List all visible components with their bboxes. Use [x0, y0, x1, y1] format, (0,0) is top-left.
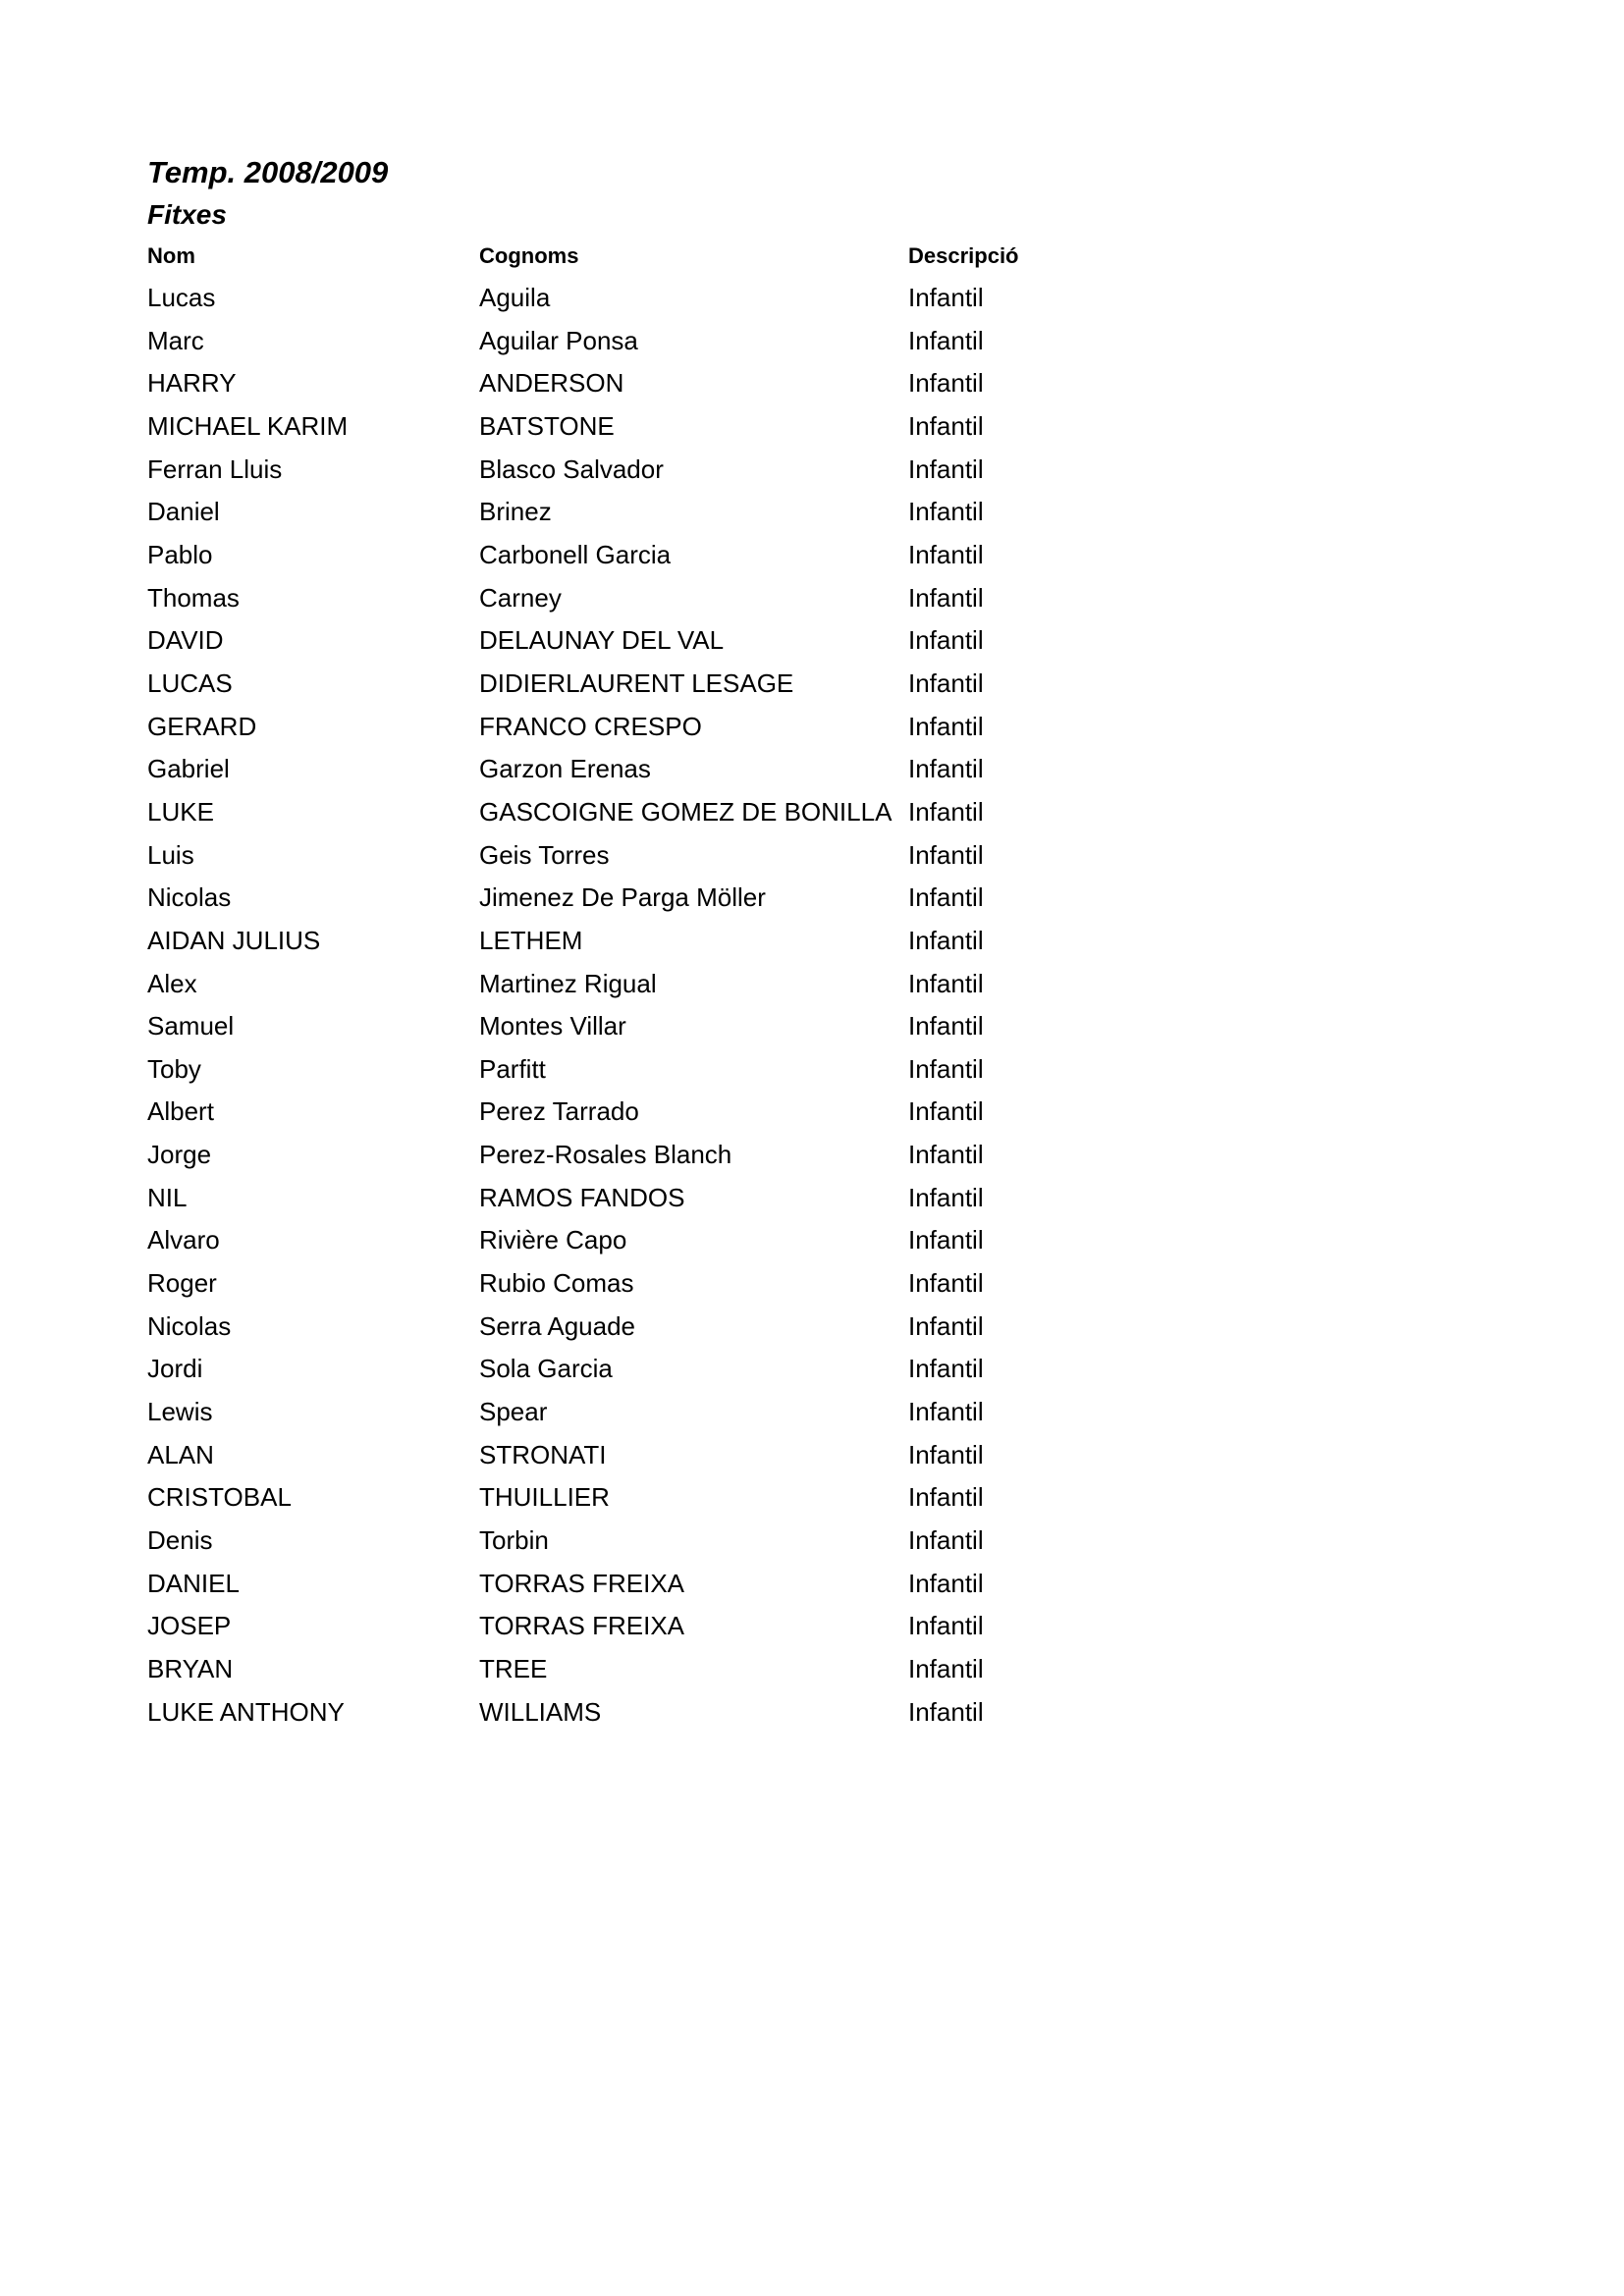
cell-descripcio: Infantil — [908, 1053, 984, 1084]
table-row — [147, 1563, 1565, 1606]
cell-descripcio: Infantil — [908, 1654, 984, 1683]
cell-nom: Albert — [147, 1096, 214, 1127]
cell-descripcio: Infantil — [908, 497, 984, 527]
cell-nom: Toby — [147, 1053, 201, 1084]
cell-descripcio: Infantil — [908, 368, 984, 399]
table-row — [147, 1476, 1565, 1520]
cell-descripcio: Infantil — [908, 1568, 984, 1598]
cell-cognoms: Garzon Erenas — [479, 754, 651, 784]
cell-descripcio: Infantil — [908, 1225, 984, 1255]
table-row — [147, 877, 1565, 920]
cell-nom: Lucas — [147, 283, 216, 312]
cell-cognoms: RAMOS FANDOS — [479, 1182, 685, 1212]
table-row — [147, 1177, 1565, 1220]
table-row — [147, 320, 1565, 363]
cell-nom: Jorge — [147, 1140, 212, 1170]
cell-nom: LUCAS — [147, 667, 233, 698]
cell-nom: Denis — [147, 1525, 213, 1556]
table-row — [147, 534, 1565, 577]
cell-cognoms: Jimenez De Parga Möller — [479, 882, 766, 913]
cell-cognoms: Rivière Capo — [479, 1225, 627, 1255]
cell-cognoms: Carbonell Garcia — [479, 539, 672, 569]
table-row — [147, 405, 1565, 449]
table-row — [147, 491, 1565, 534]
cell-descripcio: Infantil — [908, 925, 984, 955]
cell-nom: AIDAN JULIUS — [147, 925, 321, 955]
cell-nom: Pablo — [147, 539, 213, 569]
table-body — [147, 277, 1565, 1734]
cell-descripcio: Infantil — [908, 410, 984, 441]
cell-descripcio: Infantil — [908, 1397, 984, 1427]
cell-nom: DAVID — [147, 625, 224, 656]
cell-cognoms: Rubio Comas — [479, 1268, 634, 1299]
cell-descripcio: Infantil — [908, 1611, 984, 1641]
cell-cognoms: TREE — [479, 1654, 548, 1683]
cell-nom: LUKE — [147, 796, 214, 827]
cell-nom: DANIEL — [147, 1568, 240, 1598]
cell-descripcio: Infantil — [908, 325, 984, 355]
cell-cognoms: Aguilar Ponsa — [479, 325, 638, 355]
cell-nom: LUKE ANTHONY — [147, 1696, 345, 1727]
cell-descripcio: Infantil — [908, 796, 984, 827]
table-row — [147, 791, 1565, 834]
cell-descripcio: Infantil — [908, 1096, 984, 1127]
table-row — [147, 449, 1565, 492]
cell-nom: JOSEP — [147, 1611, 232, 1641]
cell-descripcio: Infantil — [908, 454, 984, 484]
table-header-row — [147, 236, 1565, 277]
cell-cognoms: Blasco Salvador — [479, 454, 664, 484]
table-row — [147, 1648, 1565, 1691]
table-row — [147, 619, 1565, 663]
cell-nom: CRISTOBAL — [147, 1482, 292, 1513]
cell-descripcio: Infantil — [908, 1696, 984, 1727]
cell-cognoms: Geis Torres — [479, 839, 610, 870]
cell-nom: NIL — [147, 1182, 188, 1212]
table-row — [147, 663, 1565, 706]
table-row — [147, 577, 1565, 620]
cell-cognoms: DELAUNAY DEL VAL — [479, 625, 725, 656]
cell-descripcio: Infantil — [908, 711, 984, 741]
cell-nom: Alex — [147, 968, 197, 998]
cell-descripcio: Infantil — [908, 1310, 984, 1341]
cell-cognoms: STRONATI — [479, 1439, 607, 1469]
cell-cognoms: Aguila — [479, 283, 551, 312]
column-header-cognoms: Cognoms — [479, 243, 579, 268]
cell-descripcio: Infantil — [908, 539, 984, 569]
cell-descripcio: Infantil — [908, 1439, 984, 1469]
table-row — [147, 1348, 1565, 1391]
table-row — [147, 1434, 1565, 1477]
cell-cognoms: Carney — [479, 582, 562, 613]
table-row — [147, 1048, 1565, 1092]
cell-descripcio: Infantil — [908, 1354, 984, 1384]
cell-nom: Samuel — [147, 1011, 235, 1041]
cell-cognoms: DIDIERLAURENT LESAGE — [479, 667, 794, 698]
cell-cognoms: Torbin — [479, 1525, 549, 1556]
table-row — [147, 963, 1565, 1006]
cell-cognoms: Perez Tarrado — [479, 1096, 639, 1127]
table-row — [147, 1262, 1565, 1306]
cell-nom: Alvaro — [147, 1225, 220, 1255]
table-row — [147, 1091, 1565, 1134]
table-row — [147, 1134, 1565, 1177]
cell-cognoms: TORRAS FREIXA — [479, 1568, 685, 1598]
cell-descripcio: Infantil — [908, 968, 984, 998]
cell-nom: Jordi — [147, 1354, 203, 1384]
cell-cognoms: BATSTONE — [479, 410, 615, 441]
document-subtitle: Fitxes — [147, 199, 227, 230]
cell-nom: Ferran Lluis — [147, 454, 283, 484]
cell-descripcio: Infantil — [908, 1525, 984, 1556]
table-row — [147, 1219, 1565, 1262]
table-row — [147, 834, 1565, 878]
cell-cognoms: WILLIAMS — [479, 1696, 602, 1727]
cell-nom: Nicolas — [147, 882, 232, 913]
document-title: Temp. 2008/2009 — [147, 155, 389, 189]
document-content — [147, 151, 1565, 1734]
cell-cognoms: LETHEM — [479, 925, 583, 955]
table-row — [147, 920, 1565, 963]
table-row — [147, 748, 1565, 791]
table-row — [147, 706, 1565, 749]
cell-cognoms: Montes Villar — [479, 1011, 626, 1041]
cell-nom: Roger — [147, 1268, 217, 1299]
cell-descripcio: Infantil — [908, 582, 984, 613]
cell-nom: Luis — [147, 839, 194, 870]
table-row — [147, 1306, 1565, 1349]
table-row — [147, 1605, 1565, 1648]
cell-cognoms: Brinez — [479, 497, 552, 527]
cell-descripcio: Infantil — [908, 754, 984, 784]
cell-nom: Nicolas — [147, 1310, 232, 1341]
cell-cognoms: Spear — [479, 1397, 548, 1427]
cell-nom: GERARD — [147, 711, 257, 741]
cell-cognoms: Serra Aguade — [479, 1310, 636, 1341]
cell-nom: Daniel — [147, 497, 220, 527]
cell-nom: HARRY — [147, 368, 237, 399]
cell-descripcio: Infantil — [908, 1140, 984, 1170]
cell-nom: ALAN — [147, 1439, 214, 1469]
cell-nom: MICHAEL KARIM — [147, 410, 349, 441]
cell-descripcio: Infantil — [908, 839, 984, 870]
column-header-nom: Nom — [147, 243, 195, 268]
cell-cognoms: THUILLIER — [479, 1482, 610, 1513]
cell-nom: Marc — [147, 325, 204, 355]
table-row — [147, 362, 1565, 405]
cell-cognoms: ANDERSON — [479, 368, 624, 399]
cell-descripcio: Infantil — [908, 1182, 984, 1212]
cell-descripcio: Infantil — [908, 667, 984, 698]
table-row — [147, 277, 1565, 320]
cell-cognoms: Perez-Rosales Blanch — [479, 1140, 732, 1170]
table-row — [147, 1005, 1565, 1048]
cell-cognoms: Parfitt — [479, 1053, 546, 1084]
cell-nom: BRYAN — [147, 1654, 234, 1683]
cell-descripcio: Infantil — [908, 1011, 984, 1041]
cell-descripcio: Infantil — [908, 1268, 984, 1299]
table-row — [147, 1691, 1565, 1735]
cell-cognoms: FRANCO CRESPO — [479, 711, 702, 741]
cell-cognoms: Sola Garcia — [479, 1354, 613, 1384]
cell-cognoms: GASCOIGNE GOMEZ DE BONILLA — [479, 796, 893, 827]
cell-nom: Lewis — [147, 1397, 213, 1427]
column-header-descripcio: Descripció — [908, 243, 1019, 268]
cell-descripcio: Infantil — [908, 283, 984, 312]
cell-descripcio: Infantil — [908, 625, 984, 656]
cell-nom: Gabriel — [147, 754, 230, 784]
cell-nom: Thomas — [147, 582, 240, 613]
cell-cognoms: Martinez Rigual — [479, 968, 657, 998]
cell-descripcio: Infantil — [908, 1482, 984, 1513]
table-row — [147, 1520, 1565, 1563]
table-row — [147, 1391, 1565, 1434]
cell-descripcio: Infantil — [908, 882, 984, 913]
cell-cognoms: TORRAS FREIXA — [479, 1611, 685, 1641]
